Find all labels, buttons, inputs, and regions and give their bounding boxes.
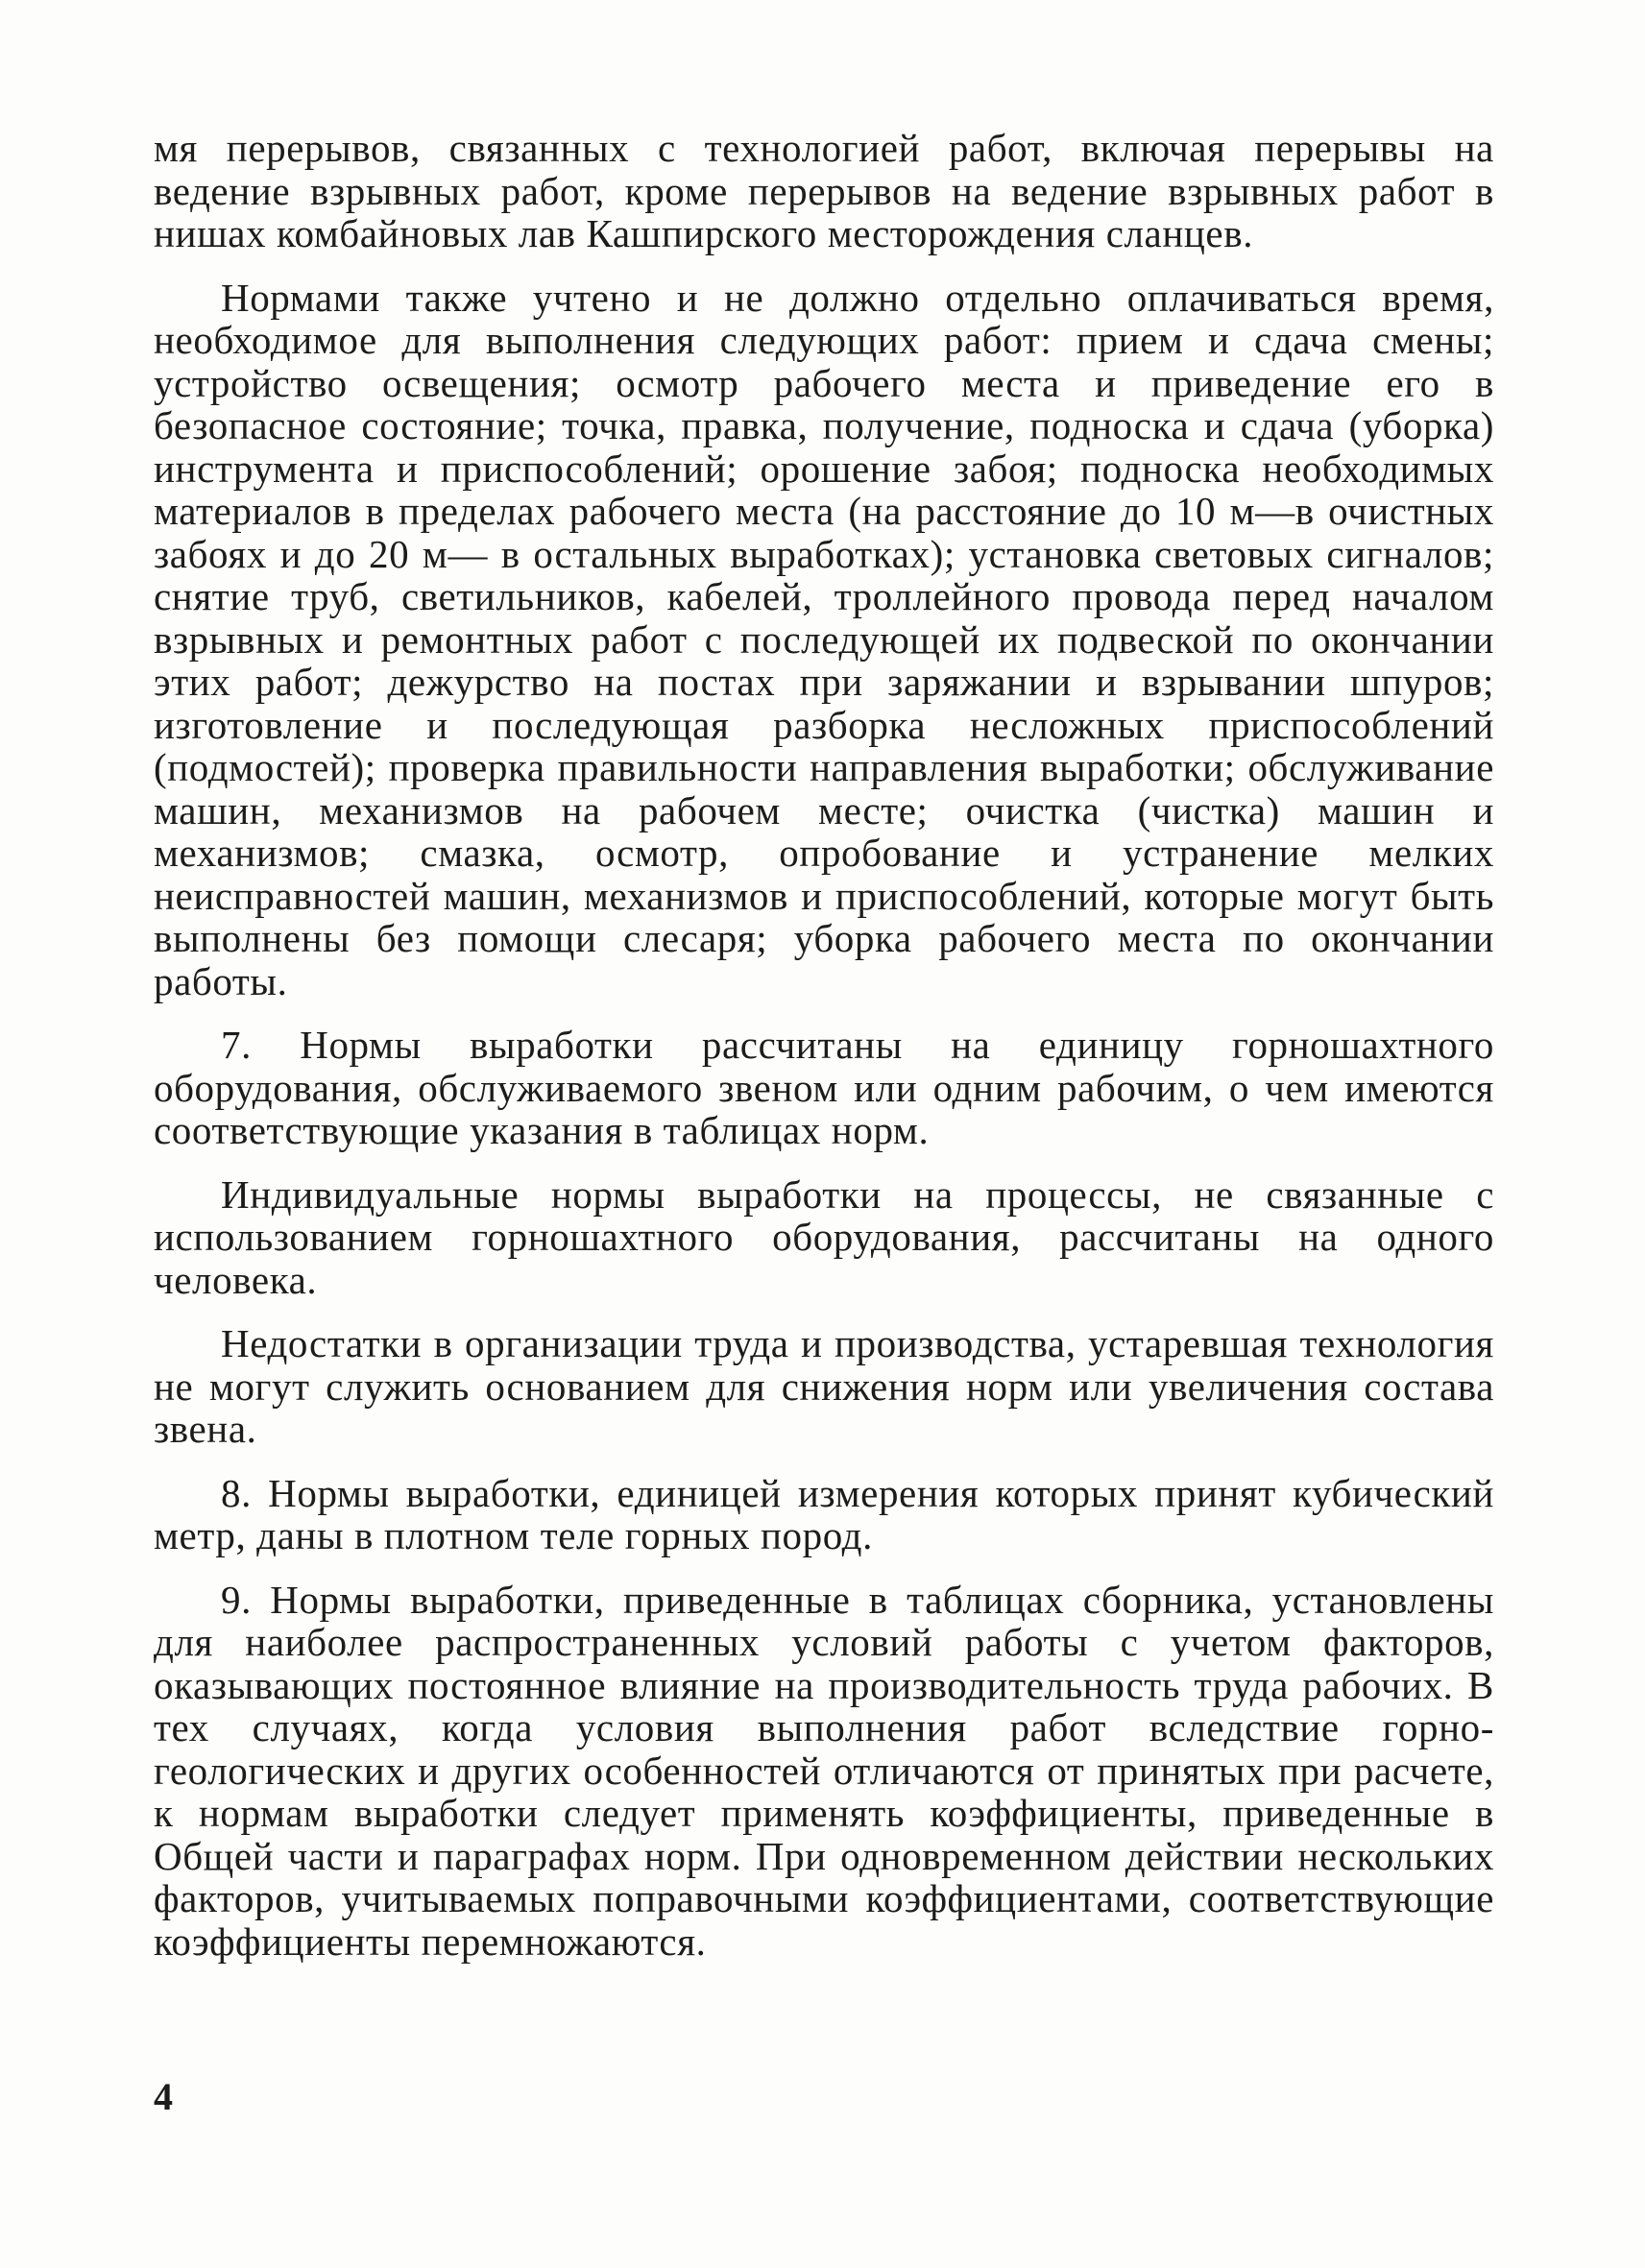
page-number: 4 [154, 2075, 173, 2118]
paragraph-included-work: Нормами также учтено и не должно отдельно оплачиваться время, необходимое для выполнения следующих работ: прием и сдача смены; устройство освещения; осмотр рабочего места и приведение его в безопасное состояние; точка, правка, получение, подноска и сдача (уборка) инструмента и приспособлений; орошение забоя; подноска необходимых материалов в пределах рабочего места (на расстояние до 10 м—в очистных забоях и до 20 м— в остальных выработках); установка световых сигналов; снятие труб, светильников, кабелей, троллейного провода перед началом взрывных и ремонтных работ с последующей их подвеской по окончании этих работ; дежурство на постах при заряжании и взрывании шпуров; изготовление и последующая разборка несложных приспособлений (подмостей); проверка правильности направления выработки; обслуживание машин, механизмов на рабочем месте; очистка (чистка) машин и механизмов; смазка, осмотр, опробование и устранение мелких неисправностей машин, механизмов и приспособлений, которые могут быть выполнены без помощи слесаря; уборка рабочего места по окончании работы. [154, 275, 1494, 1003]
body-text [154, 127, 1494, 1984]
paragraph-item-9: 9. Нормы выработки, приведенные в таблицах сборника, установлены для наиболее распространенных условий работы с учетом факторов, оказывающих постоянное влияние на производительность труда рабочих. В тех случаях, когда условия выполнения работ вследствие горно-геологических и других особенностей отличаются от принятых при расчете, к нормам выработки следует применять коэффициенты, приведенные в Общей части и параграфах норм. При одновременном действии нескольких факторов, учитываемых поправочными коэффициентами, соответствующие коэффициенты перемножаются. [154, 1577, 1494, 1964]
paragraph-shortcomings: Недостатки в организации труда и производства, устаревшая технология не могут служить основанием для снижения норм или увеличения состава звена. [154, 1321, 1494, 1451]
paragraph-continuation: мя перерывов, связанных с технологией работ, включая перерывы на ведение взрывных работ, кроме перерывов на ведение взрывных работ в нишах комбайновых лав Кашпирского месторождения сланцев. [154, 126, 1494, 255]
paragraph-item-7: 7. Нормы выработки рассчитаны на единицу горношахтного оборудования, обслуживаемого звеном или одним рабочим, о чем имеются соответствующие указания в таблицах норм. [154, 1023, 1494, 1152]
paragraph-item-8: 8. Нормы выработки, единицей измерения которых принят кубический метр, даны в плотном теле горных пород. [154, 1470, 1494, 1557]
paragraph-individual-norms: Индивидуальные нормы выработки на процессы, не связанные с использованием горношахтного оборудования, рассчитаны на одного человека. [154, 1171, 1494, 1302]
